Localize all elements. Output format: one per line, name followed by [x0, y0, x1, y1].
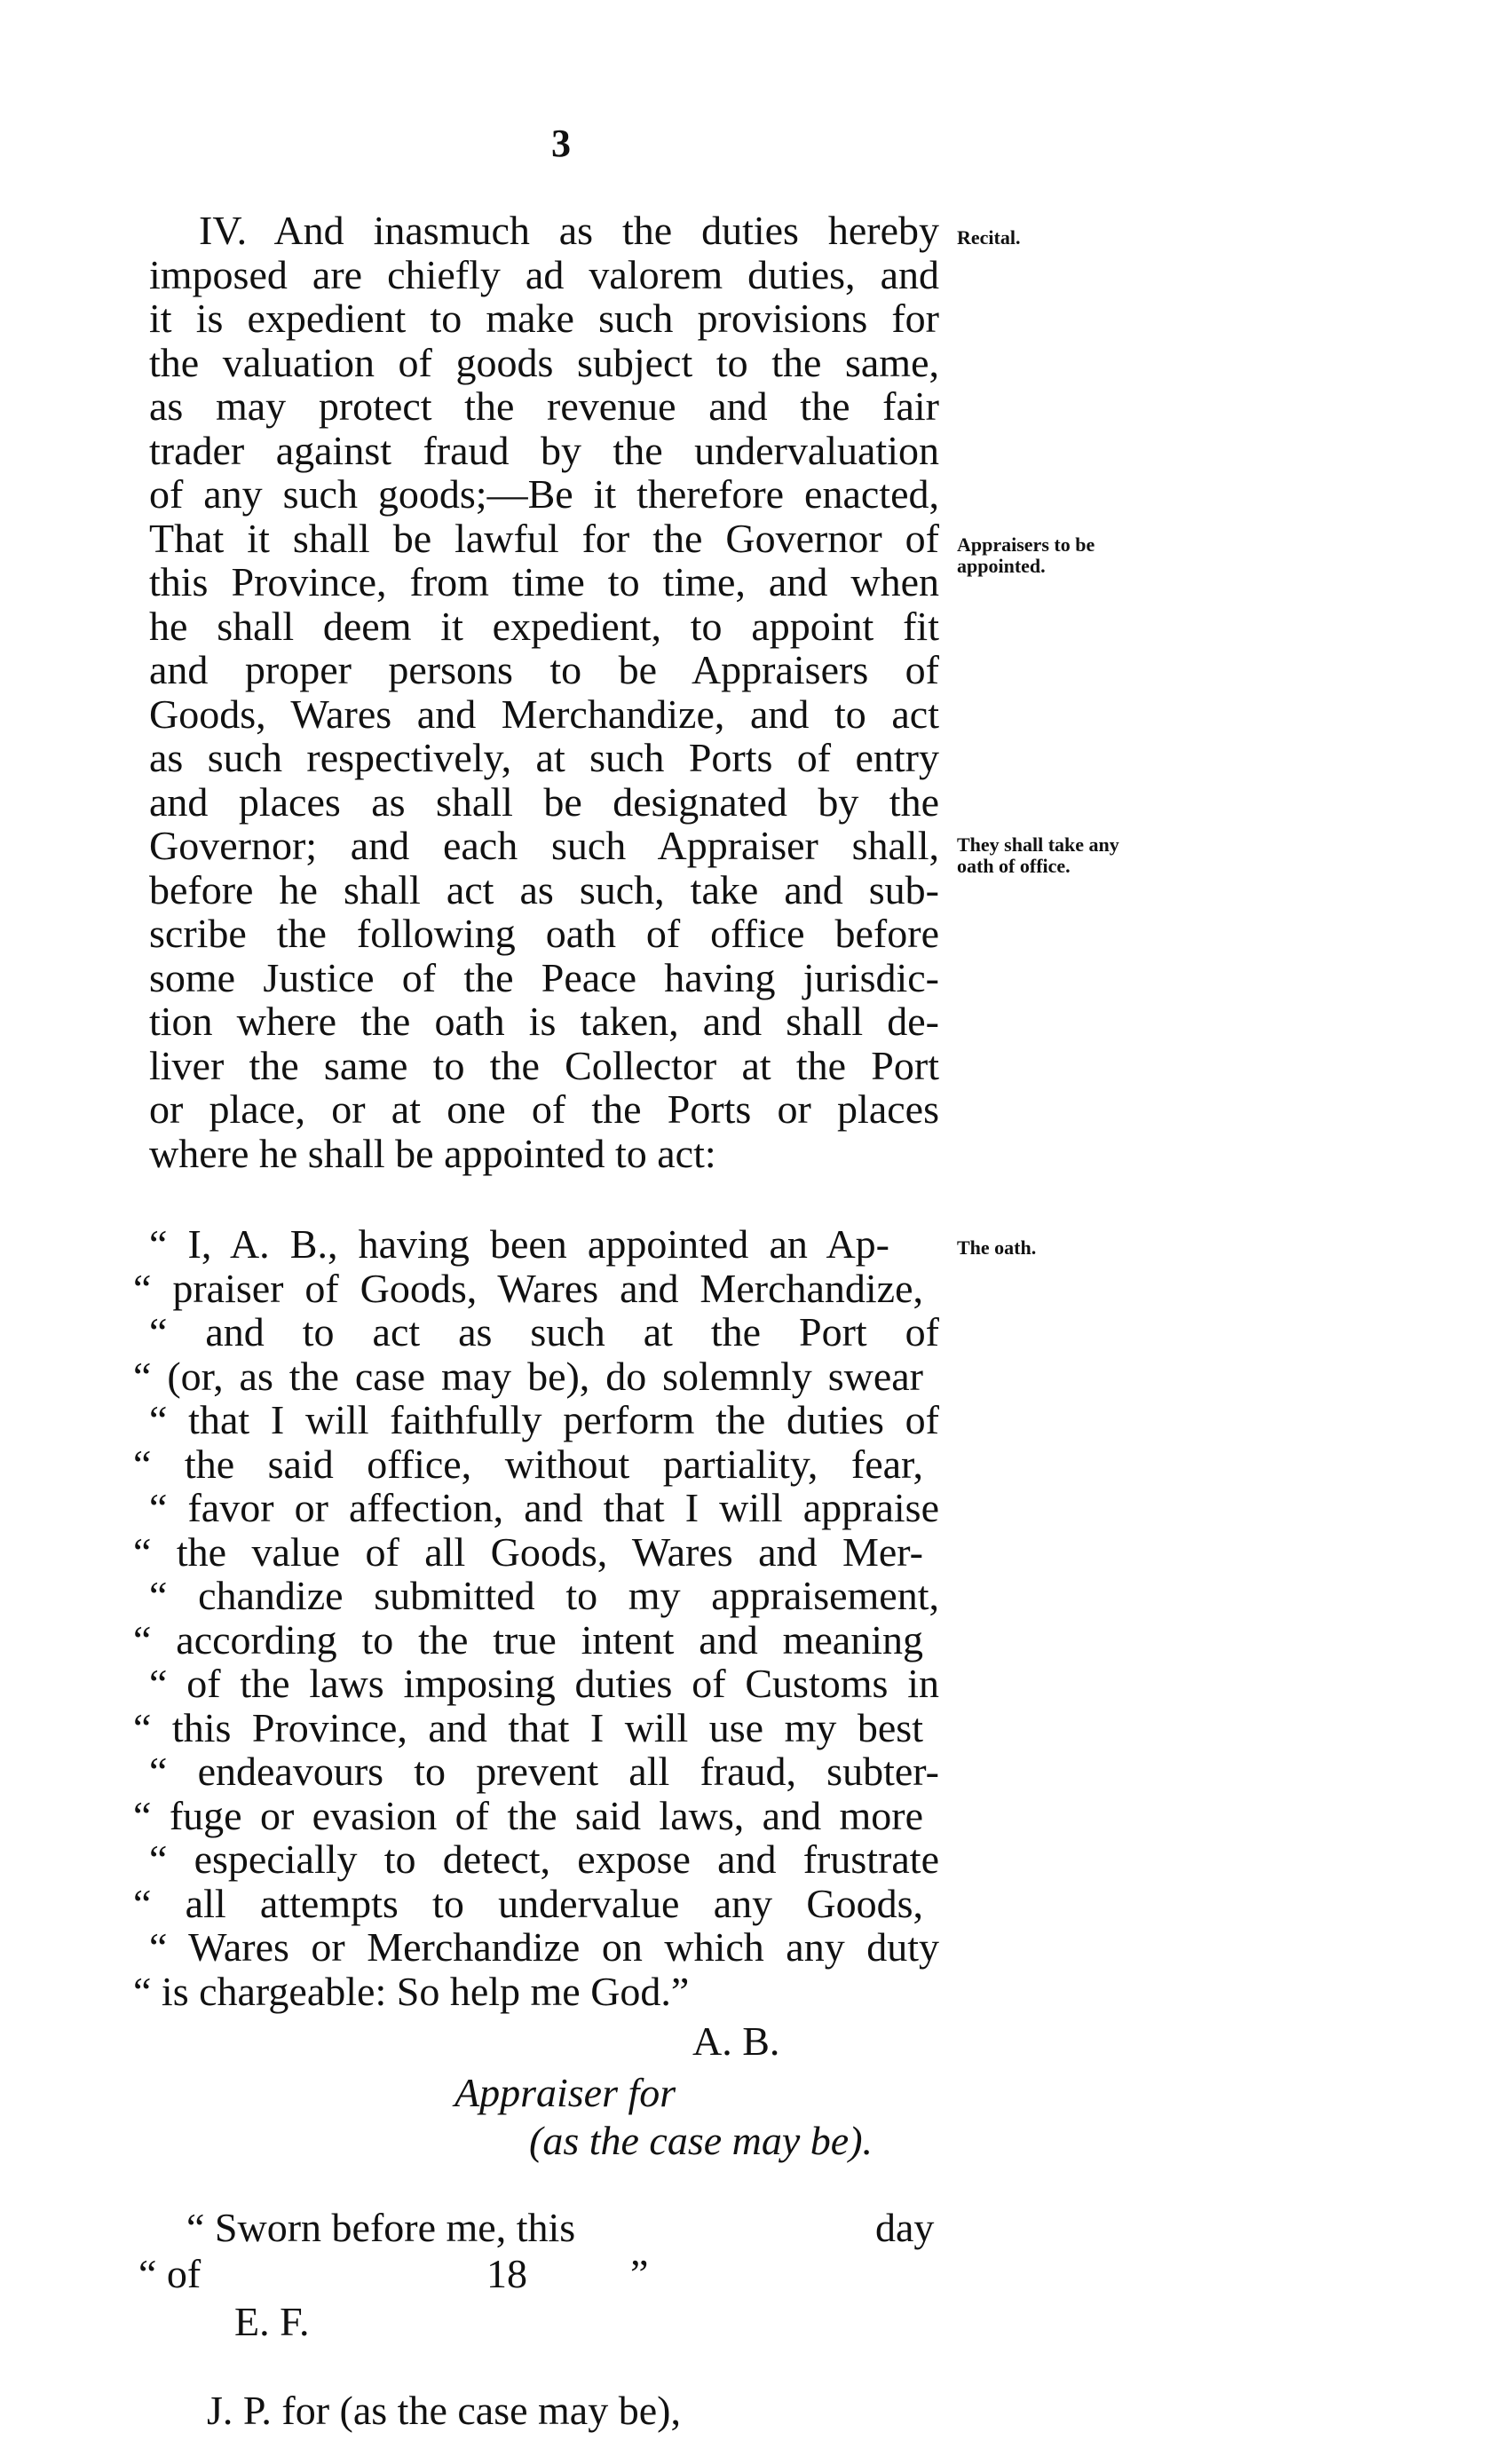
text-line — [0, 737, 1122, 779]
oath-line — [0, 1970, 1122, 2013]
line-text: liver the same to the Collector at the Port — [149, 1042, 939, 1088]
oath-line — [0, 1443, 1122, 1486]
text-line — [0, 517, 1122, 560]
text-line — [0, 561, 1122, 604]
line-text: “ favor or affection, and that I will appraise — [149, 1485, 939, 1530]
line-text: IV. And inasmuch as the duties hereby — [199, 208, 939, 253]
line-text: “ chandize submitted to my appraisement, — [149, 1573, 939, 1618]
oath-line — [0, 1750, 1122, 1793]
line-text: “ praiser of Goods, Wares and Merchandize, — [133, 1265, 923, 1311]
oath-line — [0, 1311, 1122, 1354]
sworn-line: “ Sworn before me, this — [186, 2205, 576, 2250]
text-line — [0, 251, 1122, 297]
oath-line — [0, 1355, 1122, 1398]
line-text: the valuation of goods subject to the same, — [149, 339, 939, 385]
oath-line — [0, 1487, 1122, 1529]
signature-case: (as the case may be). — [529, 2118, 873, 2163]
margin-note-recital: Recital. — [957, 226, 1021, 249]
signature-title: Appraiser for — [454, 2070, 676, 2115]
text-line — [0, 209, 1122, 252]
text-line — [0, 825, 1122, 867]
line-text: “ the said office, without partiality, fear, — [133, 1441, 923, 1487]
text-line — [0, 605, 1122, 648]
text-line — [0, 778, 1122, 825]
oath-line — [0, 1575, 1122, 1617]
text-line — [0, 385, 1122, 428]
oath-line — [0, 1792, 1122, 1838]
oath-line — [0, 1616, 1122, 1662]
oath-line — [0, 1399, 1122, 1441]
line-text: “ I, A. B., having been appointed an Ap- — [149, 1221, 889, 1267]
line-text: “ that I will faithfully perform the duties of — [149, 1397, 939, 1442]
text-line — [0, 649, 1122, 691]
text-line — [0, 1088, 1122, 1131]
line-text: he shall deem it expedient, to appoint fit — [149, 603, 939, 649]
line-text: and proper persons to be Appraisers of — [149, 647, 939, 692]
line-text: “ fuge or evasion of the said laws, and more — [133, 1792, 923, 1838]
line-text: trader against fraud by the undervaluation — [149, 427, 939, 473]
line-text: this Province, from time to time, and when — [149, 559, 939, 604]
line-text: before he shall act as such, take and sub- — [149, 866, 939, 912]
sworn-of: “ of — [138, 2251, 202, 2296]
line-text: That it shall be lawful for the Governor of — [149, 515, 939, 561]
margin-note-the-oath: The oath. — [957, 1236, 1037, 1259]
line-text: “ all attempts to undervalue any Goods, — [133, 1880, 923, 1926]
line-text: as such respectively, at such Ports of entry — [149, 735, 939, 780]
signature-name: A. B. — [692, 2018, 780, 2064]
text-line — [0, 297, 1122, 340]
oath-line — [0, 1528, 1122, 1575]
line-text: some Justice of the Peace having jurisdic- — [149, 954, 939, 1000]
line-text: as may protect the revenue and the fair — [149, 383, 939, 429]
margin-note-appraisers: Appraisers to be appointed. — [957, 533, 1095, 577]
line-text: “ is chargeable: So help me God.” — [133, 1968, 690, 2014]
text-line — [0, 1000, 1122, 1043]
text-line — [0, 866, 1122, 912]
oath-line — [0, 1704, 1122, 1750]
line-text: scribe the following oath of office before — [149, 911, 939, 956]
line-text: “ according to the true intent and meaning — [133, 1616, 923, 1662]
margin-note-oath-office: They shall take any oath of office. — [957, 833, 1119, 877]
line-text: “ endeavours to prevent all fraud, subter- — [149, 1749, 939, 1794]
line-text: where he shall be appointed to act: — [149, 1130, 716, 1176]
line-text: and places as shall be designated by the — [149, 778, 939, 825]
sworn-jp — [186, 2347, 681, 2432]
oath-line — [0, 1223, 1122, 1266]
text-line — [0, 473, 1122, 516]
sworn-ef: E. F. — [234, 2299, 310, 2344]
line-text: “ Wares or Merchandize on which any duty — [149, 1924, 939, 1970]
line-text: “ the value of all Goods, Wares and Mer- — [133, 1528, 923, 1575]
oath-line — [0, 1265, 1122, 1311]
text-line — [0, 339, 1122, 385]
sworn-close-quote: ” — [630, 2251, 649, 2296]
text-line — [0, 1130, 1122, 1176]
page-number: 3 — [551, 122, 571, 165]
sworn-jp-text: J. P. for (as the case may be), — [207, 2388, 681, 2433]
line-text: “ this Province, and that I will use my best — [133, 1704, 923, 1750]
line-text: “ especially to detect, expose and frustrate — [149, 1836, 939, 1882]
line-text: “ and to act as such at the Port of — [149, 1309, 939, 1354]
text-line — [0, 912, 1122, 955]
line-text: it is expedient to make such provisions for — [149, 296, 939, 341]
oath-line — [0, 1880, 1122, 1926]
text-line — [0, 1042, 1122, 1088]
sworn-day: day — [875, 2205, 935, 2250]
text-line — [0, 427, 1122, 473]
line-text: “ of the laws imposing duties of Customs in — [149, 1661, 939, 1706]
line-text: tion where the oath is taken, and shall de- — [149, 999, 939, 1044]
text-line — [0, 693, 1122, 736]
oath-line — [0, 1838, 1122, 1881]
sworn-year: 18 — [486, 2251, 527, 2296]
line-text: or place, or at one of the Ports or places — [149, 1086, 939, 1132]
line-text: imposed are chiefly ad valorem duties, and — [149, 251, 939, 297]
oath-line — [0, 1662, 1122, 1705]
oath-line — [0, 1926, 1122, 1969]
line-text: “ (or, as the case may be), do solemnly swear — [133, 1353, 923, 1399]
text-line — [0, 954, 1122, 1000]
line-text: Governor; and each such Appraiser shall, — [149, 823, 939, 868]
line-text: of any such goods;—Be it therefore enacted, — [149, 471, 939, 517]
line-text: Goods, Wares and Merchandize, and to act — [149, 691, 939, 737]
